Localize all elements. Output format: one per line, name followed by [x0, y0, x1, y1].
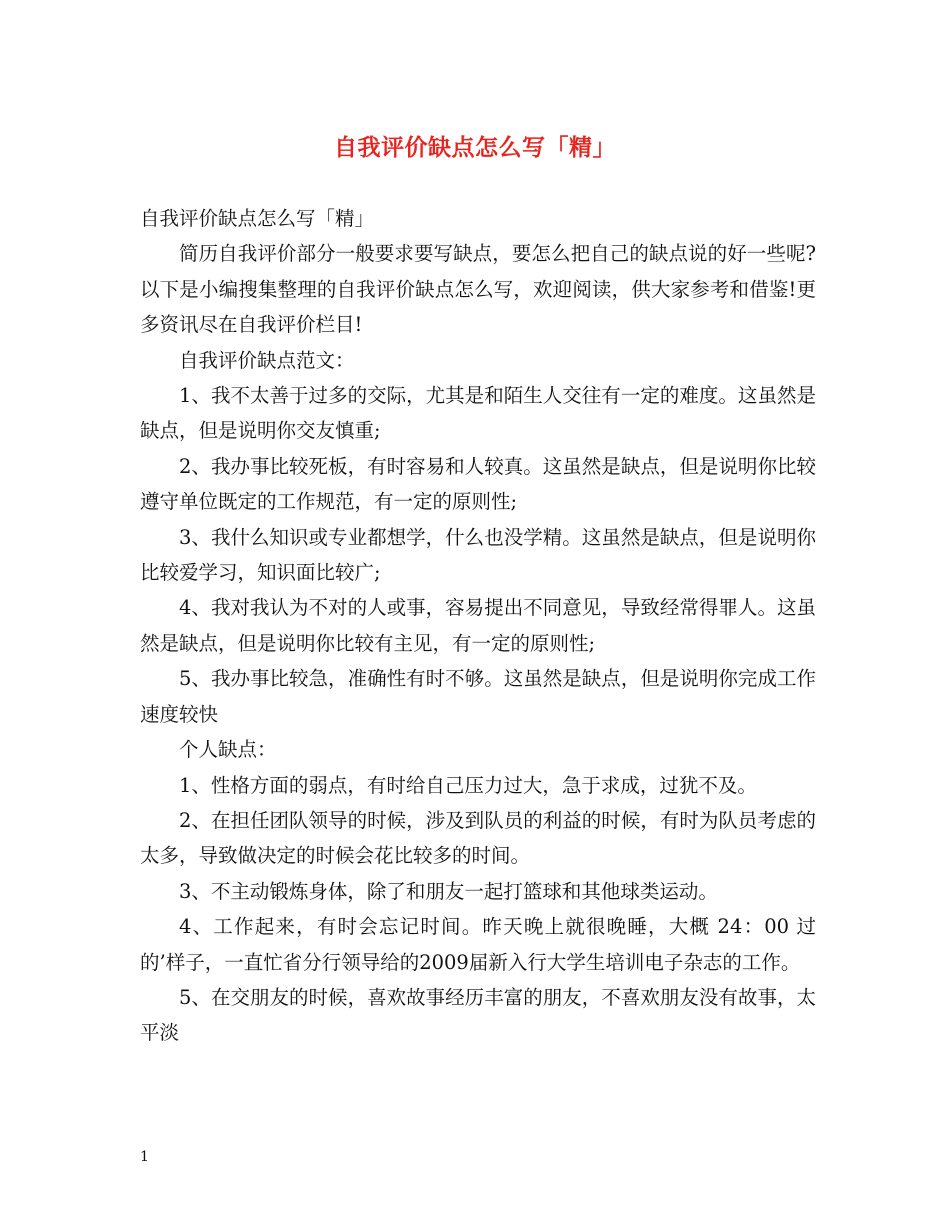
paragraph: 4、我对我认为不对的人或事，容易提出不同意见，导致经常得罪人。这虽然是缺点，但是说明你比较有主见，有一定的原则性; [140, 596, 816, 655]
paragraph: 自我评价缺点范文： [179, 348, 355, 372]
paragraph: 3、不主动锻炼身体，除了和朋友一起打篮球和其他球类运动。 [179, 879, 718, 903]
paragraph: 自我评价缺点怎么写「精」 [140, 207, 375, 230]
document-title: 自我评价缺点怎么写「精」 [334, 134, 616, 161]
paragraph: 简历自我评价部分一般要求要写缺点，要怎么把自己的缺点说的好一些呢?以下是小编搜集整理的自我评价缺点怎么写，欢迎阅读，供大家参考和借鉴!更多资讯尽在自我评价栏目! [140, 242, 816, 337]
paragraph: 2、我办事比较死板，有时容易和人较真。这虽然是缺点，但是说明你比较遵守单位既定的工作规范，有一定的原则性; [140, 454, 816, 514]
paragraph: 5、我办事比较急，准确性有时不够。这虽然是缺点，但是说明你完成工作速度较快 [140, 667, 816, 726]
document-body [140, 201, 816, 1051]
page-number: 1 [140, 1149, 149, 1165]
paragraph: 3、我什么知识或专业都想学，什么也没学精。这虽然是缺点，但是说明你比较爱学习，知识面比较广; [140, 525, 816, 585]
paragraph: 5、在交朋友的时候，喜欢故事经历丰富的朋友，不喜欢朋友没有故事，太平淡 [140, 985, 816, 1045]
paragraph: 2、在担任团队领导的时候，涉及到队员的利益的时候，有时为队员考虑的太多，导致做决定的时候会花比较多的时间。 [140, 808, 816, 868]
paragraph: 1、性格方面的弱点，有时给自己压力过大，急于求成，过犹不及。 [179, 773, 757, 797]
paragraph: 4、工作起来，有时会忘记时间。昨天晚上就很晚睡，大概 24：00 过的’样子，一直忙省分行领导给的2009届新入行大学生培训电子杂志的工作。 [140, 915, 816, 974]
paragraph: 个人缺点： [179, 738, 277, 762]
paragraph: 1、我不太善于过多的交际，尤其是和陌生人交往有一定的难度。这虽然是缺点，但是说明你交友慎重; [140, 384, 816, 443]
